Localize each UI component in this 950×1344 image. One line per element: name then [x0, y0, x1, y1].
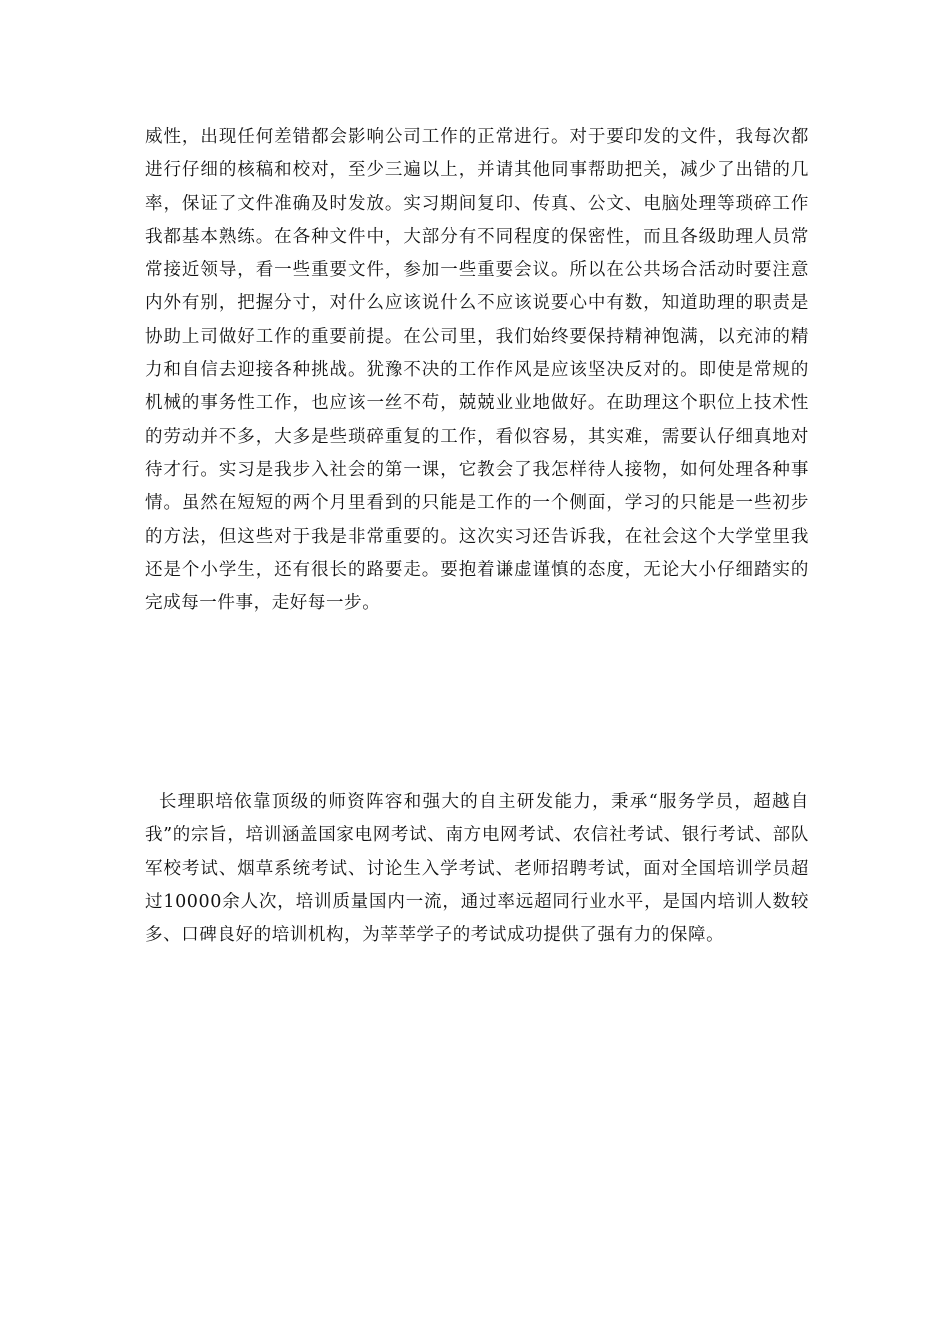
body-paragraph-internship: 威性，出现任何差错都会影响公司工作的正常进行。对于要印发的文件，我每次都进行仔细的核稿和校对，至少三遍以上，并请其他同事帮助把关，减少了出错的几率，保证了文件准确及时发放。实习期间复印、传真、公文、电脑处理等琐碎工作我都基本熟练。在各种文件中，大部分有不同程度的保密性，而且各级助理人员常常接近领导，看一些重要文件，参加一些重要会议。所以在公共场合活动时要注意内外有别，把握分寸，对什么应该说什么不应该说要心中有数，知道助理的职责是协助上司做好工作的重要前提。在公司里，我们始终要保持精神饱满，以充沛的精力和自信去迎接各种挑战。犹豫不决的工作作风是应该坚决反对的。即使是常规的机械的事务性工作，也应该一丝不苟，兢兢业业地做好。在助理这个职位上技术性的劳动并不多，大多是些琐碎重复的工作，看似容易，其实难，需要认仔细真地对待才行。实习是我步入社会的第一课，它教会了我怎样待人接物，如何处理各种事情。虽然在短短的两个月里看到的只能是工作的一个侧面，学习的只能是一些初步的方法，但这些对于我是非常重要的。这次实习还告诉我，在社会这个大学堂里我还是个小学生，还有很长的路要走。要抱着谦虚谨慎的态度，无论大小仔细踏实的完成每一件事，走好每一步。: [145, 127, 809, 614]
body-paragraph-training-ad: 长理职培依靠顶级的师资阵容和强大的自主研发能力，秉承“服务学员，超越自我”的宗旨，培训涵盖国家电网考试、南方电网考试、农信社考试、银行考试、部队军校考试、烟草系统考试、讨论生入学考试、老师招聘考试，面对全国培训学员超过10000余人次，培训质量国内一流，通过率远超同行业水平，是国内培训人数较多、口碑良好的培训机构，为莘莘学子的考试成功提供了强有力的保障。: [145, 792, 809, 946]
